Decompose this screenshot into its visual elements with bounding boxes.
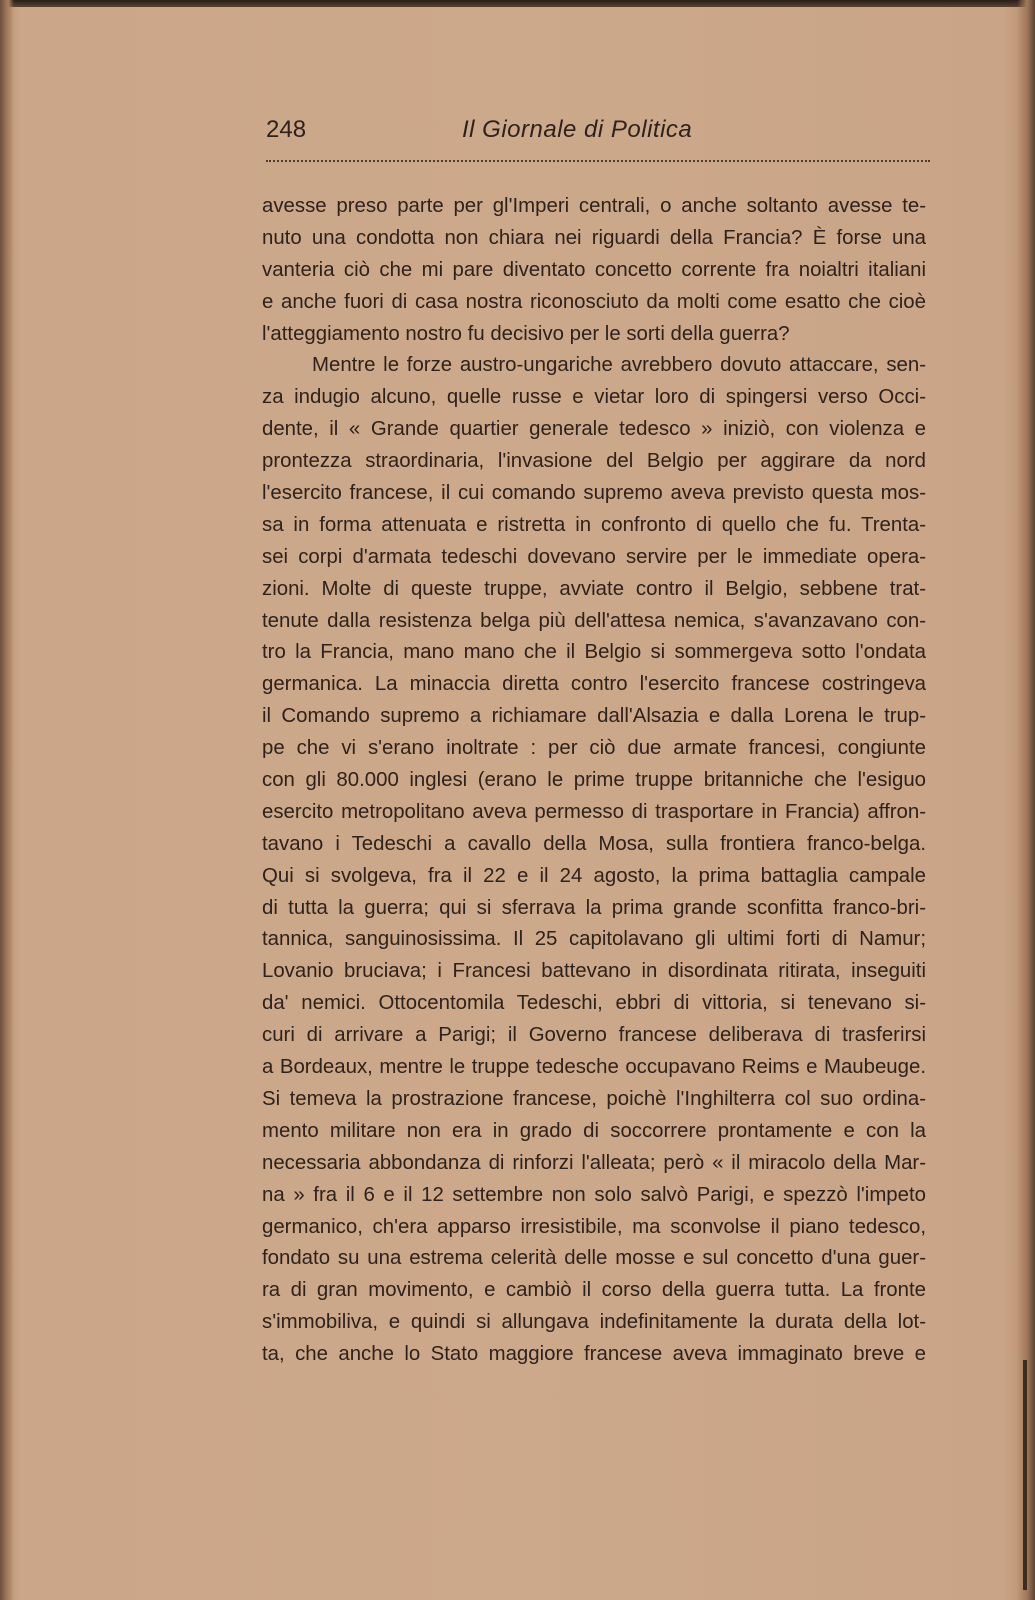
text-line: a Bordeaux, mentre le truppe tedesche occupavano Reims e Maubeuge. [262, 1056, 926, 1079]
text-line: s'immobiliva, e quindi si allungava indefinitamente la durata della lot- [262, 1311, 926, 1334]
paragraph-start-line: Mentre le forze austro-ungariche avrebbero dovuto attaccare, sen- [312, 354, 926, 377]
text-line: curi di arrivare a Parigi; il Governo francese deliberava di trasferirsi [262, 1024, 926, 1047]
text-line: avesse preso parte per gl'Imperi centrali, o anche soltanto avesse te- [262, 195, 926, 217]
text-line: con gli 80.000 inglesi (erano le prime truppe britanniche che l'esiguo [262, 769, 926, 792]
text-line: pe che vi s'erano inoltrate : per ciò due armate francesi, congiunte [262, 737, 926, 760]
text-line: tavano i Tedeschi a cavallo della Mosa, sulla frontiera franco-belga. [262, 832, 926, 855]
text-line: fondato su una estrema celerità delle mosse e sul concetto d'una guer- [262, 1247, 926, 1270]
text-line: ra di gran movimento, e cambiò il corso della guerra tutta. La fronte [262, 1279, 926, 1302]
text-line: za indugio alcuno, quelle russe e vietar loro di spingersi verso Occi- [262, 386, 926, 409]
text-line: il Comando supremo a richiamare dall'Alsazia e dalla Lorena le trup- [262, 705, 926, 728]
page-top-shadow [0, 0, 1035, 7]
text-line: Qui si svolgeva, fra il 22 e il 24 agosto, la prima battaglia campale [262, 864, 926, 887]
page-number: 248 [266, 116, 307, 143]
text-line: tenute dalla resistenza belga più dell'attesa nemica, s'avanzavano con- [262, 609, 926, 632]
text-line: da' nemici. Ottocentomila Tedeschi, ebbri di vittoria, si tenevano si- [262, 992, 926, 1015]
text-line: Lovanio bruciava; i Francesi battevano in disordinata ritirata, inseguiti [262, 960, 926, 983]
page-header [266, 116, 930, 156]
text-line: tro la Francia, mano mano che il Belgio si sommergeva sotto l'ondata [262, 641, 926, 664]
text-line: sei corpi d'armata tedeschi dovevano servire per le immediate opera- [262, 545, 926, 568]
text-line: l'atteggiamento nostro fu decisivo per le sorti della guerra? [262, 322, 790, 345]
text-line: nuto una condotta non chiara nei riguardi della Francia? È forse una [262, 226, 926, 249]
text-line: l'esercito francese, il cui comando supremo aveva previsto questa mos- [262, 482, 926, 505]
text-line: tannica, sanguinosissima. Il 25 capitolavano gli ultimi forti di Namur; [262, 928, 926, 951]
text-line: necessaria abbondanza di rinforzi l'alleata; però « il miracolo della Mar- [262, 1151, 926, 1174]
page-edge-marker [1023, 1360, 1027, 1590]
header-dotted-rule [266, 160, 930, 162]
body-text [262, 191, 926, 1371]
text-line: zioni. Molte di queste truppe, avviate contro il Belgio, sebbene trat- [262, 577, 926, 600]
text-line: dente, il « Grande quartier generale tedesco » iniziò, con violenza e [262, 418, 926, 441]
text-line: esercito metropolitano aveva permesso di trasportare in Francia) affron- [262, 800, 926, 823]
text-line: ta, che anche lo Stato maggiore francese aveva immaginato breve e [262, 1343, 926, 1366]
text-line: sa in forma attenuata e ristretta in confronto di quello che fu. Trenta- [262, 513, 926, 536]
text-line: prontezza straordinaria, l'invasione del Belgio per aggirare da nord [262, 450, 926, 473]
text-line: vanteria ciò che mi pare diventato concetto corrente fra noialtri italiani [262, 258, 926, 281]
text-line: na » fra il 6 e il 12 settembre non solo salvò Parigi, e spezzò l'impeto [262, 1183, 926, 1206]
text-line: germanico, ch'era apparso irresistibile, ma sconvolse il piano tedesco, [262, 1215, 926, 1238]
running-title: Il Giornale di Politica [462, 116, 693, 143]
text-line: Si temeva la prostrazione francese, poichè l'Inghilterra col suo ordina- [262, 1087, 926, 1110]
page-left-binding-edge [0, 0, 14, 1600]
text-line: mento militare non era in grado di soccorrere prontamente e con la [262, 1119, 926, 1142]
text-line: germanica. La minaccia diretta contro l'esercito francese costringeva [262, 673, 926, 696]
text-line: e anche fuori di casa nostra riconosciuto da molti come esatto che cioè [262, 290, 926, 313]
text-line: di tutta la guerra; qui si sferrava la prima grande sconfitta franco-bri- [262, 896, 926, 919]
